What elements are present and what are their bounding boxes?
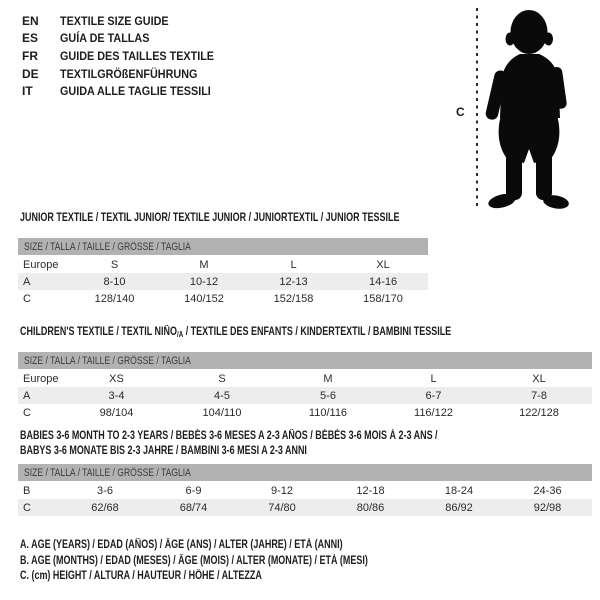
height-cell: 116/122 (414, 406, 453, 419)
height-cell: 104/110 (202, 406, 242, 419)
row-label-cell: C (23, 292, 31, 305)
children-table-title (20, 325, 573, 342)
language-row (22, 82, 231, 100)
note-age-years: A. AGE (YEARS) / EDAD (AÑOS) / ÂGE (ANS) / ALTER (JAHRE) / ETÀ (ANNI) (20, 539, 343, 551)
height-cell: 92/98 (503, 499, 592, 516)
babies-title-line1: BABIES 3-6 MONTH TO 2-3 YEARS / BEBÉS 3-6 MESES A 2-3 AÑOS / BÉBÉS 3-6 MOIS À 2-3 ANS / (20, 430, 438, 442)
language-code: IT (22, 84, 33, 99)
table-row-height (18, 290, 428, 307)
size-cell: L (430, 372, 437, 385)
size-cell: XL (376, 258, 390, 271)
age-cell: 18-24 (444, 484, 474, 497)
note-age-months: B. AGE (MONTHS) / EDAD (MESES) / ÂGE (MOIS) / ALTER (MONATE) / ETÀ (MESI) (20, 554, 368, 567)
size-header-cell: SIZE / TALLA / TAILLE / GRÖSSE / TAGLIA (18, 464, 592, 482)
language-title-list (22, 12, 231, 100)
row-label-cell: A (18, 273, 70, 290)
row-label-cell: B (23, 484, 31, 497)
language-row (22, 47, 231, 65)
size-cell: M (323, 372, 333, 385)
children-table-title-text: CHILDREN'S TEXTILE / TEXTIL NIÑO/A / TEXTILE DES ENFANTS / KINDERTEXTIL / BAMBINI TESSILE (20, 326, 452, 339)
height-cell: 122/128 (519, 406, 559, 419)
table-row-age (18, 273, 428, 290)
language-title: GUÍA DE TALLAS (60, 31, 150, 46)
row-label-cell: C (18, 499, 61, 516)
height-cell: 158/170 (363, 292, 403, 305)
language-row (22, 65, 231, 83)
size-header-cell: SIZE / TALLA / TAILLE / GRÖSSE / TAGLIA (18, 352, 592, 370)
junior-table-title-text: JUNIOR TEXTILE / TEXTIL JUNIOR/ TEXTILE JUNIOR / JUNIORTEXTIL / JUNIOR TESSILE (20, 212, 400, 224)
height-cell: 74/80 (238, 499, 326, 516)
height-cell: 80/86 (326, 499, 415, 516)
age-cell: 6-7 (381, 387, 486, 404)
language-title: GUIDA ALLE TAGLIE TESSILI (60, 84, 211, 99)
row-label-cell: A (18, 387, 64, 404)
size-header-cell: SIZE / TALLA / TAILLE / GRÖSSE / TAGLIA (18, 238, 428, 256)
height-cell: 98/104 (99, 406, 134, 419)
row-label-cell: C (23, 406, 31, 419)
age-cell: 3-6 (97, 484, 113, 497)
junior-table-title (20, 211, 506, 225)
babies-title-line2: BABYS 3-6 MONATE BIS 2-3 JAHRE / BAMBINI 3-6 MESI A 2-3 ANNI (20, 445, 307, 457)
table-row-height (18, 404, 592, 421)
age-cell: 12-13 (249, 273, 338, 290)
age-cell: 4-5 (169, 387, 275, 404)
language-title: GUIDE DES TAILLES TEXTILE (60, 48, 215, 63)
age-cell: 24-36 (533, 484, 562, 497)
height-measure-label: C (456, 105, 465, 119)
height-cell: 62/68 (61, 499, 149, 516)
age-cell: 3-4 (64, 387, 169, 404)
junior-size-table (18, 238, 428, 307)
baby-figure (450, 0, 600, 215)
note-height: C. (cm) HEIGHT / ALTURA / HAUTEUR / HÖHE / ALTEZZA (20, 570, 262, 582)
language-title: TEXTILE SIZE GUIDE (60, 13, 169, 28)
table-row-height (18, 499, 592, 516)
age-cell: 9-12 (270, 484, 294, 497)
table-row-europe (18, 370, 592, 388)
row-label-cell: Europe (23, 372, 59, 385)
children-size-table (18, 352, 592, 421)
age-cell: 6-9 (185, 484, 202, 497)
size-cell: S (218, 372, 226, 385)
age-cell: 5-6 (275, 387, 381, 404)
legend-notes (20, 539, 466, 586)
language-code: FR (22, 48, 38, 63)
row-label-cell: Europe (23, 258, 59, 271)
language-code: ES (22, 31, 39, 46)
size-header-row (18, 464, 592, 482)
height-cell: 110/116 (308, 406, 348, 419)
age-cell: 8-10 (70, 273, 159, 290)
height-cell: 152/158 (273, 292, 314, 305)
age-cell: 12-18 (356, 484, 385, 497)
baby-silhouette-icon (485, 10, 570, 211)
size-cell: L (290, 258, 297, 271)
table-row-age (18, 387, 592, 404)
size-cell: S (110, 258, 119, 271)
age-cell: 14-16 (338, 273, 428, 290)
language-title: TEXTILGRÖßENFÜHRUNG (60, 66, 198, 81)
height-cell: 140/152 (184, 292, 224, 305)
height-cell: 128/140 (94, 292, 135, 305)
age-cell: 10-12 (159, 273, 249, 290)
age-cell: 7-8 (486, 387, 592, 404)
size-header-row (18, 238, 428, 256)
size-cell: M (199, 258, 209, 271)
height-cell: 86/92 (415, 499, 503, 516)
babies-size-table (18, 464, 592, 516)
table-row-europe (18, 256, 428, 274)
size-header-row (18, 352, 592, 370)
size-cell: XS (109, 372, 124, 385)
babies-table-title (20, 429, 555, 459)
size-cell: XL (532, 372, 546, 385)
language-row (22, 12, 231, 30)
language-code: EN (22, 13, 39, 28)
language-row (22, 30, 231, 48)
height-cell: 68/74 (149, 499, 238, 516)
language-code: DE (22, 66, 39, 81)
table-row-age-months (18, 482, 592, 500)
